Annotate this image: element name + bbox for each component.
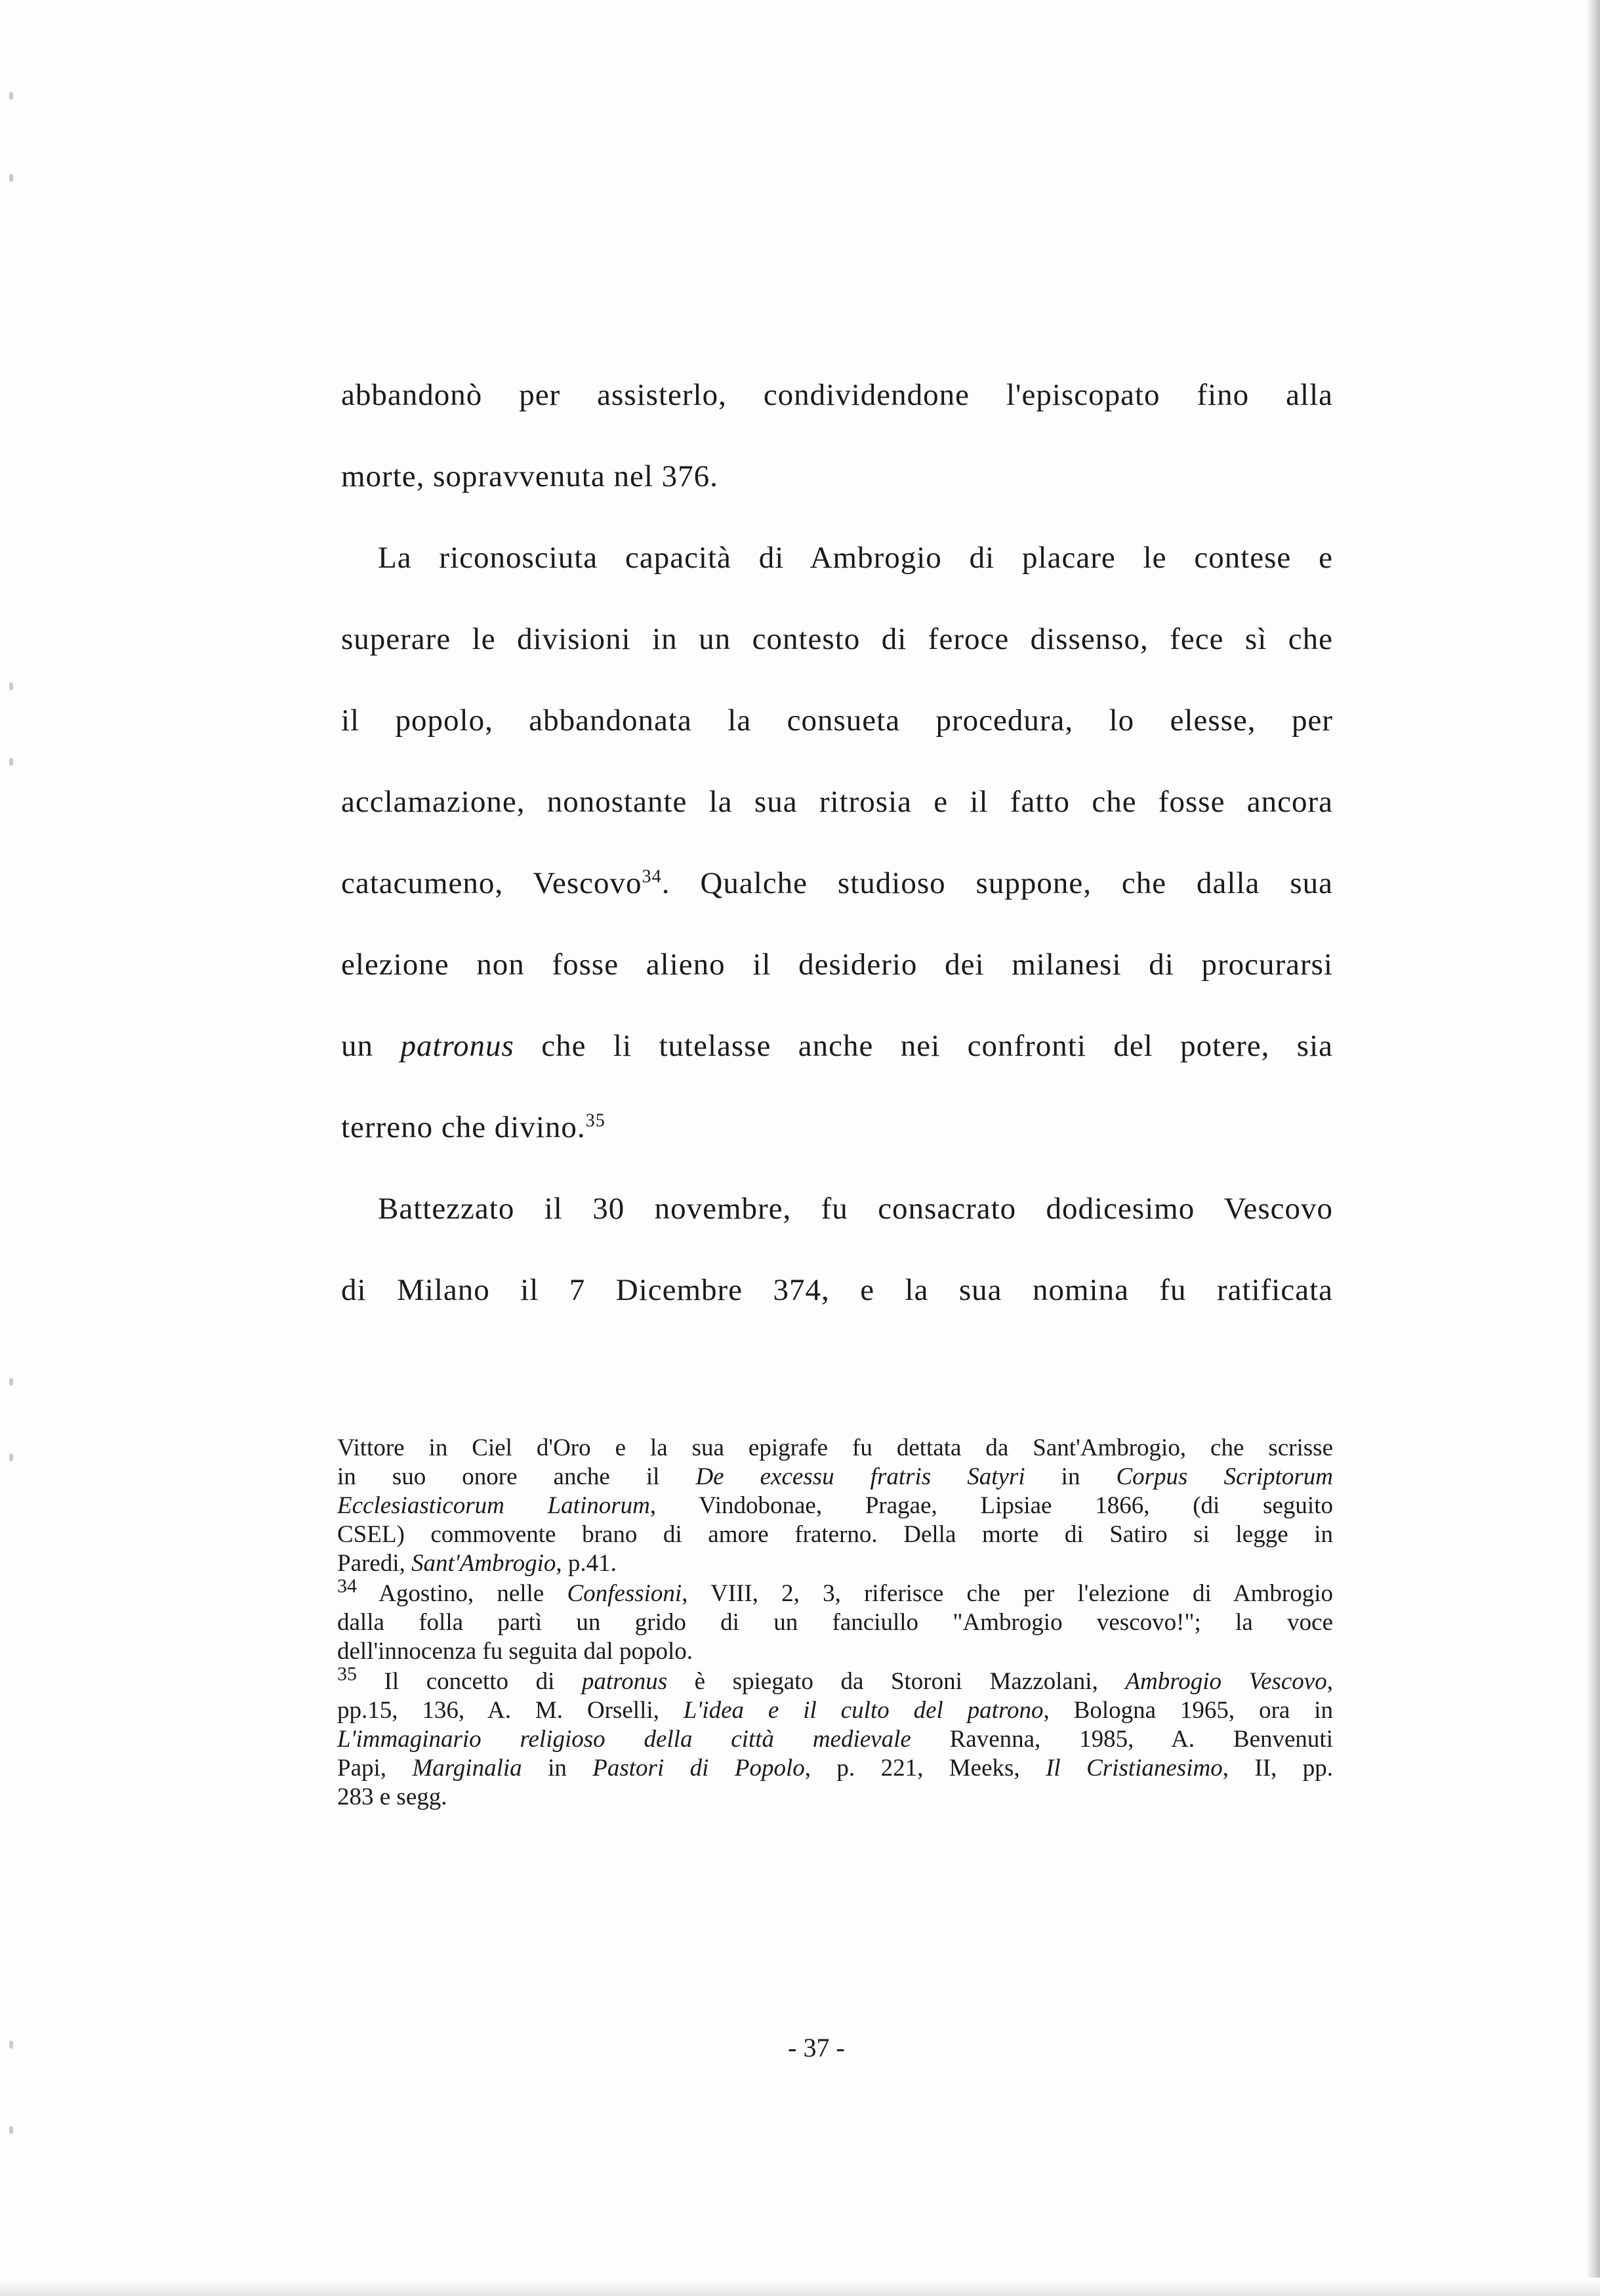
binding-mark — [9, 682, 13, 690]
binding-mark — [9, 92, 13, 100]
footnote-text-segment: Papi, — [337, 1755, 413, 1782]
italic-title: L'immaginario religioso della città medievale — [337, 1726, 911, 1753]
footnote-text-segment: , Bologna 1965, ora in — [1043, 1697, 1334, 1724]
footnote-line — [337, 1492, 1333, 1520]
footnote-ref-34: 34 — [642, 866, 662, 887]
footnote-line: 283 e segg. — [337, 1784, 447, 1810]
footnote-text-segment: Ravenna, 1985, A. Benvenuti — [911, 1726, 1333, 1753]
italic-term: patronus — [400, 1029, 514, 1063]
footnote-line — [337, 1754, 1333, 1783]
footnote-text-segment: , — [1326, 1668, 1333, 1695]
body-text-segment: . Qualche studioso suppone, che dalla sua — [661, 866, 1333, 900]
body-text-segment: che li tutelasse anche nei confronti del potere, sia — [514, 1029, 1333, 1063]
body-line: di Milano il 7 Dicembre 374, e la sua nomina fu ratificata — [341, 1273, 1333, 1307]
main-text — [341, 367, 1333, 1344]
footnote-35 — [337, 1663, 1334, 1812]
italic-title: De excessu fratris Satyri — [695, 1463, 1025, 1490]
binding-mark — [9, 2126, 13, 2134]
body-line: Battezzato il 30 novembre, fu consacrato dodicesimo Vescovo — [378, 1192, 1333, 1226]
footnote-line: dell'innocenza fu seguita dal popolo. — [337, 1638, 693, 1665]
footnote-text-segment: , p. 221, Meeks, — [804, 1755, 1046, 1782]
page-edge-shadow — [1586, 0, 1600, 2296]
page-bottom-shadow — [0, 2278, 1600, 2296]
footnote-line: CSEL) commovente brano di amore fraterno. Della morte di Satiro si legge in — [337, 1521, 1333, 1548]
body-line: La riconosciuta capacità di Ambrogio di placare le contese e — [378, 541, 1333, 575]
footnote-34 — [337, 1575, 1333, 1666]
footnote-line: Vittore in Ciel d'Oro e la sua epigrafe fu dettata da Sant'Ambrogio, che scrisse — [337, 1434, 1333, 1461]
italic-title: Corpus Scriptorum — [1116, 1463, 1334, 1490]
footnote-line — [337, 1725, 1333, 1754]
footnote-continuation — [337, 1434, 1333, 1578]
italic-title: Ecclesiasticorum Latinorum — [337, 1492, 650, 1519]
body-line: superare le divisioni in un contesto di feroce dissenso, fece sì che — [341, 622, 1333, 656]
binding-mark — [9, 174, 13, 182]
italic-title: Confessioni — [567, 1580, 682, 1607]
footnote-ref-35: 35 — [585, 1110, 605, 1131]
footnote-line — [337, 1663, 1333, 1696]
footnote-text-segment: , p.41. — [556, 1550, 617, 1577]
italic-term: patronus — [581, 1668, 668, 1695]
body-line: abbandonò per assisterlo, condividendone l'episcopato fino alla — [341, 378, 1333, 412]
body-text-segment: terreno che divino. — [341, 1110, 586, 1144]
italic-title: L'idea e il culto del patrono — [683, 1697, 1044, 1724]
footnote-line: dalla folla partì un grido di un fanciullo "Ambrogio vescovo!"; la voce — [337, 1609, 1333, 1636]
footnote-text-segment: Il concetto di — [357, 1668, 582, 1695]
footnote-number: 34 — [337, 1575, 357, 1597]
body-line: acclamazione, nonostante la sua ritrosia e il fatto che fosse ancora — [341, 785, 1333, 819]
footnote-text-segment: in suo onore anche il — [337, 1463, 696, 1490]
footnote-line — [337, 1696, 1333, 1725]
footnote-text-segment: , VIII, 2, 3, riferisce che per l'elezione di Ambrogio — [682, 1580, 1333, 1607]
body-text-segment: un — [341, 1029, 401, 1063]
italic-title: Sant'Ambrogio — [411, 1550, 556, 1577]
footnote-text-segment: in — [522, 1755, 593, 1782]
footnote-text-segment: in — [1025, 1463, 1117, 1490]
footnote-text-segment: , Vindobonae, Pragae, Lipsiae 1866, (di seguito — [649, 1492, 1333, 1519]
footnote-text-segment: pp.15, 136, A. M. Orselli, — [337, 1697, 684, 1724]
italic-title: Il Cristianesimo — [1046, 1755, 1223, 1782]
footnote-line — [337, 1575, 1333, 1608]
body-line: il popolo, abbandonata la consueta procedura, lo elesse, per — [341, 703, 1333, 738]
body-line — [341, 1018, 1333, 1100]
footnotes — [337, 1434, 1333, 1813]
binding-mark — [9, 758, 13, 766]
footnote-text-segment: è spiegato da Storoni Mazzolani, — [667, 1668, 1126, 1695]
footnote-text-segment: Agostino, nelle — [357, 1580, 567, 1607]
italic-title: Marginalia — [412, 1755, 522, 1782]
footnote-number: 35 — [337, 1663, 357, 1685]
body-line: elezione non fosse alieno il desiderio dei milanesi di procurarsi — [341, 948, 1333, 982]
body-line — [341, 856, 1333, 937]
binding-mark — [9, 1378, 13, 1386]
italic-title: Ambrogio Vescovo — [1125, 1668, 1327, 1695]
body-text-segment: catacumeno, Vescovo — [341, 866, 642, 900]
body-line — [341, 1100, 1333, 1181]
footnote-text-segment: Paredi, — [337, 1550, 412, 1577]
binding-mark — [9, 1453, 13, 1461]
italic-title: Pastori di Popolo — [592, 1755, 805, 1782]
footnote-line — [337, 1549, 1333, 1578]
footnote-line — [337, 1463, 1333, 1492]
footnote-text-segment: , II, pp. — [1222, 1755, 1333, 1782]
body-line: morte, sopravvenuta nel 376. — [341, 459, 718, 493]
page-number: - 37 - — [788, 2033, 845, 2062]
